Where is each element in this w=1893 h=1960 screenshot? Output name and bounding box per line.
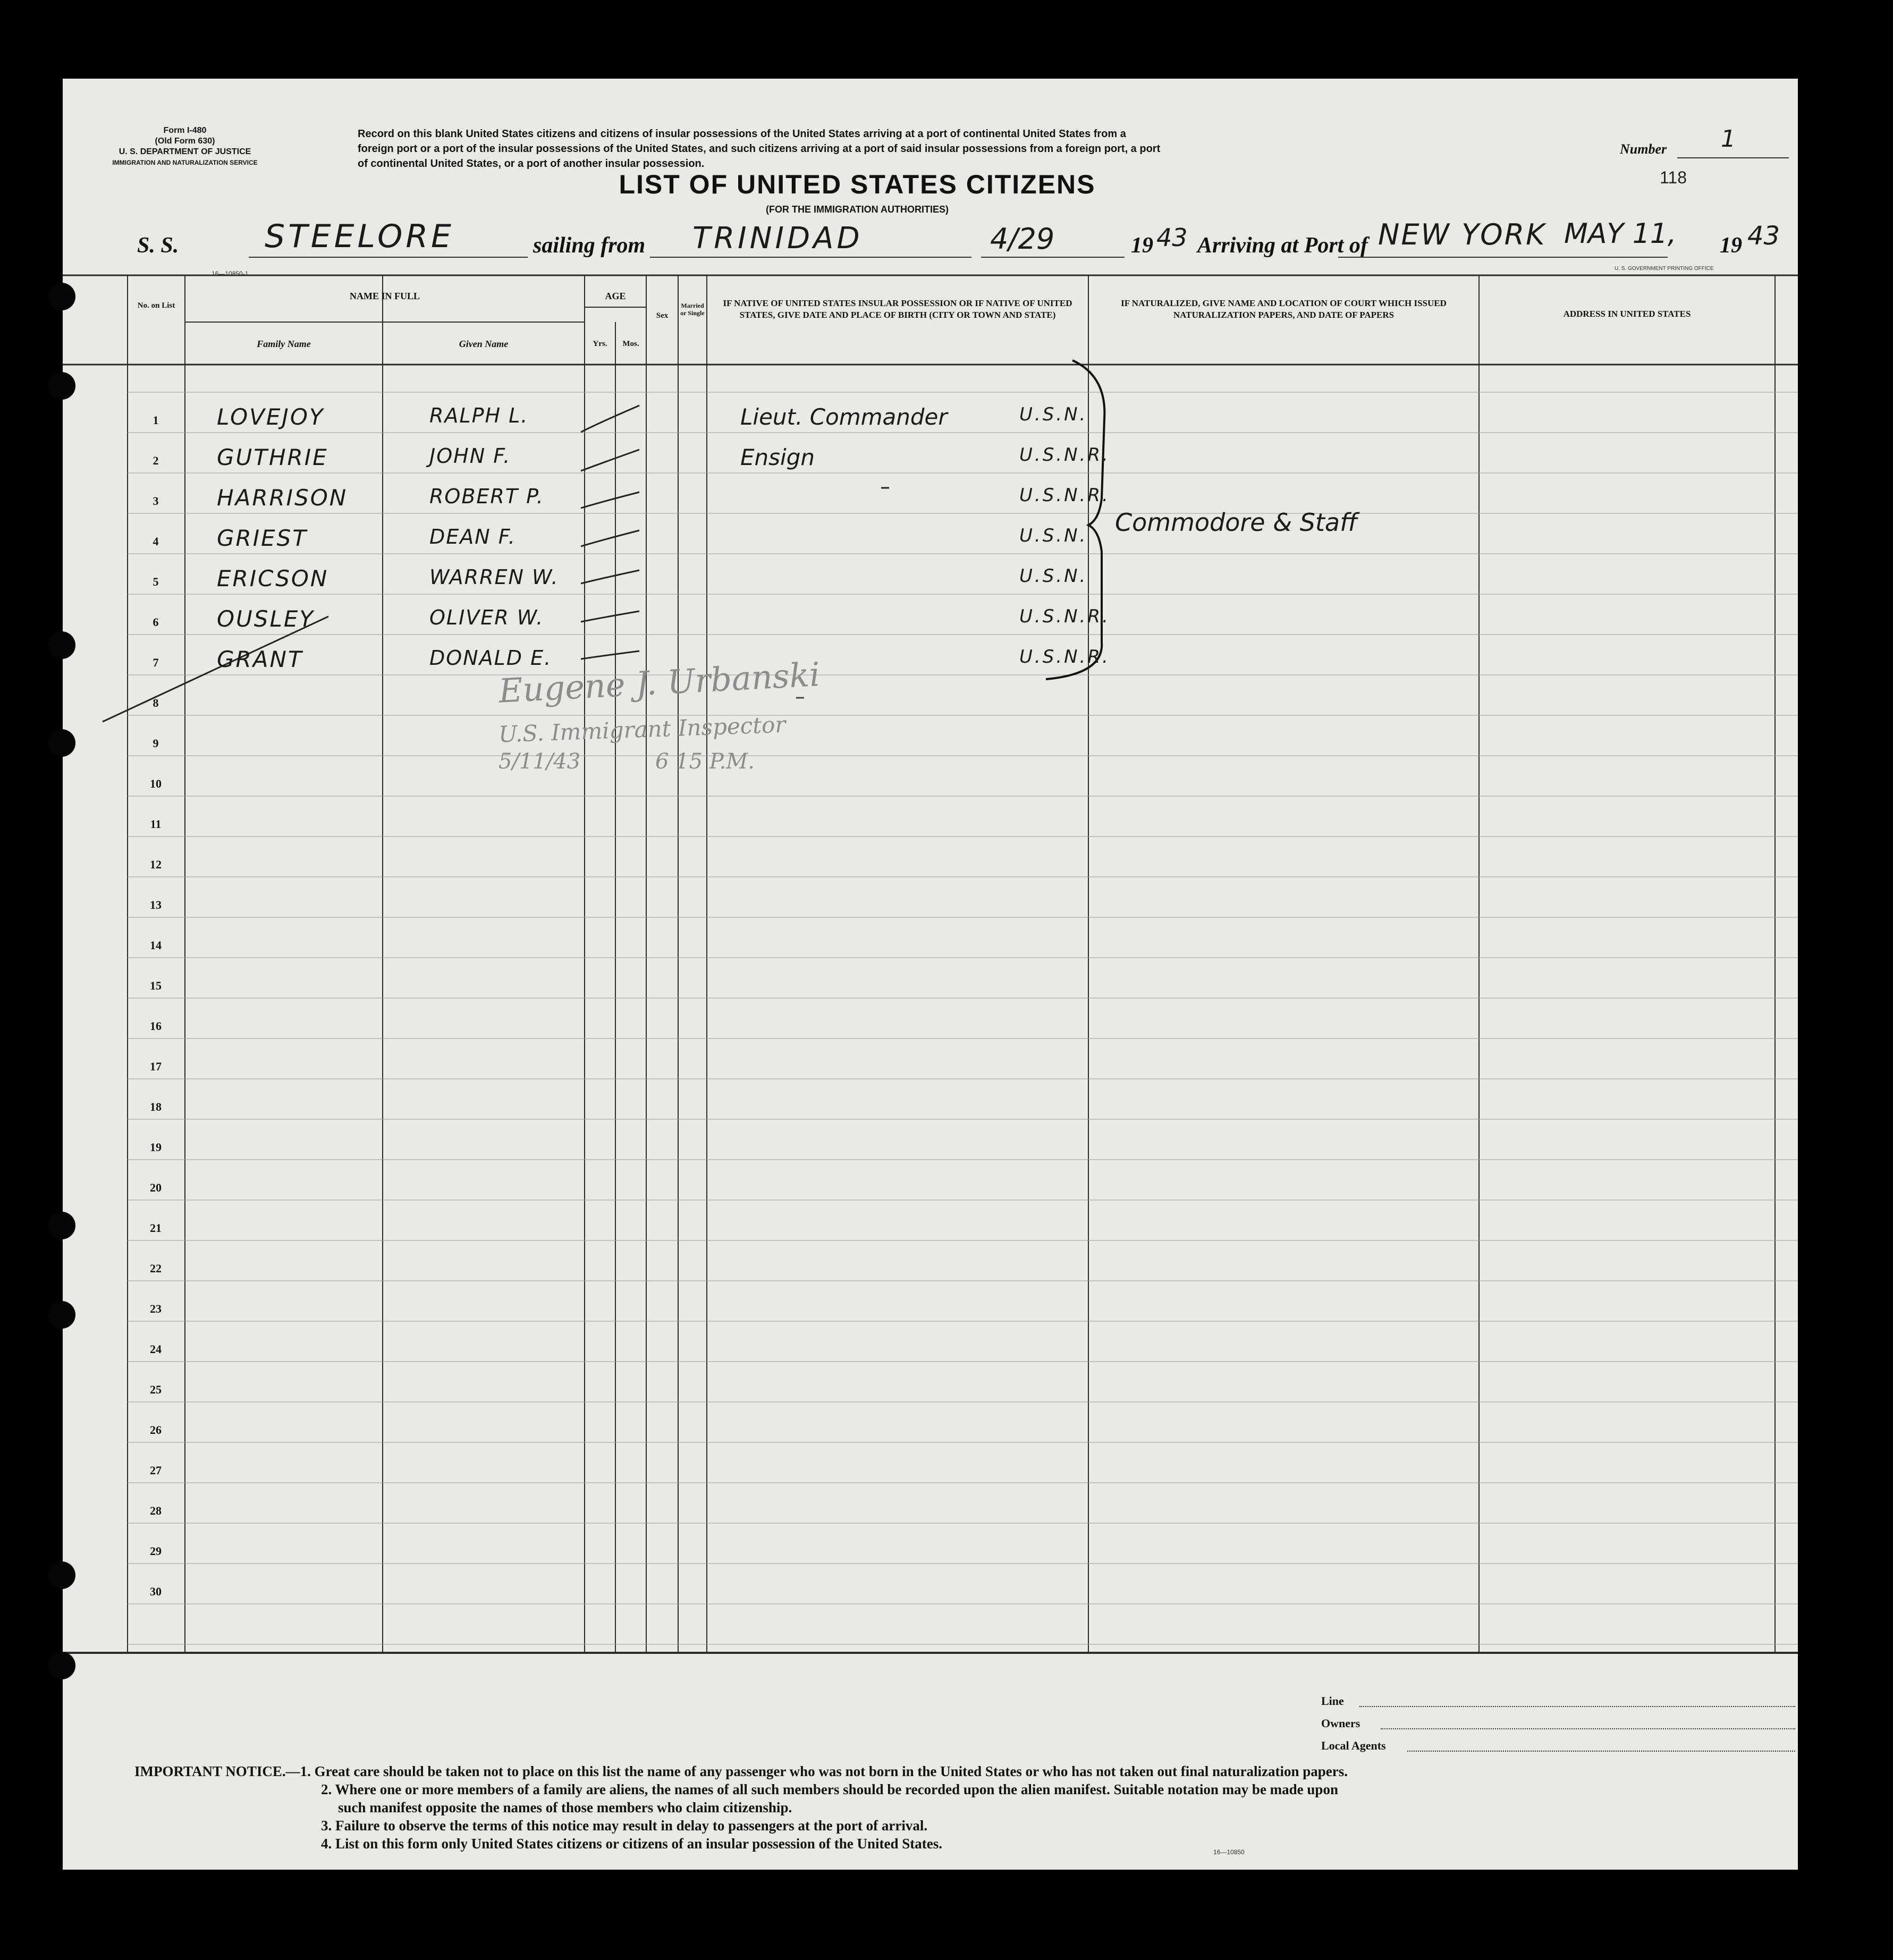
manifest-page [63,79,1798,1870]
agents-signature-field [1407,1751,1795,1752]
row-number: 29 [150,1544,162,1558]
ship-name: STEELORE [265,218,454,255]
col-header-given-name: Given Name [459,339,509,349]
binder-hole [48,372,75,400]
binder-hole [48,631,75,659]
row-number: 17 [150,1060,162,1073]
row-number: 3 [153,494,159,508]
col-header-family-name: Family Name [257,339,311,349]
passenger-row [63,646,1798,678]
form-number: Form I-480 [163,126,207,135]
row-number: 9 [153,737,159,750]
year2-suffix: 43 [1747,221,1780,251]
row-number: 22 [150,1262,162,1275]
service-branch: U.S.N.R. [1019,485,1110,506]
passenger-row [63,565,1798,597]
passenger-row [63,485,1798,517]
given-name: RALPH L. [429,404,529,427]
number-label: Number [1620,141,1667,157]
row-number: 19 [150,1140,162,1154]
departure-port: TRINIDAD [692,221,863,256]
family-name: ERICSON [217,565,329,592]
row-number: 2 [153,454,159,467]
col-header-married: Married or Single [680,302,705,317]
page-subtitle: (FOR THE IMMIGRATION AUTHORITIES) [766,204,949,215]
important-notice [134,1762,1782,1853]
record-line-3: of continental United States, or a port of another insular possession. [358,158,705,170]
family-name: HARRISON [217,485,348,511]
row-number: 18 [150,1100,162,1113]
row-number: 12 [150,858,162,871]
notice-heading: IMPORTANT NOTICE.—1. [134,1763,311,1779]
passenger-row [63,525,1798,557]
row-number: 13 [150,898,162,911]
number-value: 1 [1721,125,1736,153]
owners-signature-field [1381,1728,1795,1729]
row-number: 7 [153,656,159,669]
notice-item-2a: 2. Where one or more members of a family are aliens, the names of all such members should be recorded upon the alien manifest. Suitable notation may be made upon [321,1781,1338,1797]
arrival-date: MAY 11, [1564,218,1677,250]
given-name: DEAN F. [429,525,516,548]
service-branch: U.S.N.R. [1019,606,1110,627]
given-name: OLIVER W. [429,606,544,629]
stamp-number: 118 [1660,168,1687,187]
row-number: 6 [153,615,159,629]
col-header-name-in-full: NAME IN FULL [349,291,420,301]
binder-hole [48,729,75,757]
family-name: GUTHRIE [217,444,328,470]
inspection-time: 6 15 P.M. [655,749,755,774]
notice-item-3: 3. Failure to observe the terms of this notice may result in delay to passengers at the port of arrival. [321,1818,928,1834]
year-prefix: 19 [1131,233,1153,258]
row-number: 14 [150,939,162,952]
sailing-from-label: sailing from [533,233,646,258]
service-branch: U.S.N. [1019,525,1088,546]
family-name: GRANT [217,646,303,672]
line-signature-field [1359,1706,1795,1707]
family-name: LOVEJOY [217,404,325,430]
passenger-row [63,444,1798,476]
row-number: 24 [150,1342,162,1356]
inspector-signature: Eugene J. Urbanski [497,655,821,711]
agents-label: Local Agents [1321,1739,1386,1752]
year2-prefix: 19 [1720,233,1742,258]
print-code: 16—10850-1 [212,270,249,277]
row-number: 25 [150,1383,162,1396]
ss-label: S. S. [137,233,179,258]
record-line-1: Record on this blank United States citizens and citizens of insular possessions of the United States arriving at a port of continental United States from a [358,128,1126,140]
col-header-yrs: Yrs. [593,340,607,348]
col-header-no: No. on List [137,301,175,310]
sailing-date: 4/29 [990,222,1055,256]
notice-item-1: Great care should be taken not to place on this list the name of any passenger who was not born in the United States or who has not taken out final naturalization papers. [314,1763,1348,1779]
binder-hole [48,1652,75,1679]
passenger-row [63,606,1798,638]
record-line-2: foreign port or a port of the insular possessions of the United States, and such citizens arriving at a port of said insular possessions from a foreign port, a port [358,143,1161,155]
family-name: OUSLEY [217,606,315,632]
department-name: U. S. DEPARTMENT OF JUSTICE [119,147,251,156]
arrival-port: NEW YORK [1378,218,1546,251]
col-header-native: IF NATIVE OF UNITED STATES INSULAR POSSESSION OR IF NATIVE OF UNITED STATES, GIVE DATE AND PLACE OF BIRTH (CITY OR TOWN AND STATE) [723,298,1072,320]
notice-item-4: 4. List on this form only United States citizens or citizens of an insular possession of the United States. [321,1836,943,1852]
binder-hole [48,1561,75,1589]
footer-code: 16—10850 [1213,1848,1245,1856]
binder-hole [48,1212,75,1239]
binder-hole [48,1301,75,1329]
owners-label: Owners [1321,1717,1360,1730]
service-branch: U.S.N.R. [1019,444,1110,466]
row-number: 30 [150,1585,162,1598]
col-header-age: AGE [605,291,626,301]
inspection-date: 5/11/43 [498,749,581,774]
binder-hole [48,283,75,310]
old-form-number: (Old Form 630) [155,137,215,146]
passenger-row [63,404,1798,436]
given-name: DONALD E. [429,646,552,670]
col-header-mos: Mos. [622,340,639,348]
service-branch: U.S.N.R. [1019,646,1110,668]
col-header-sex: Sex [656,311,669,320]
row-number: 15 [150,979,162,992]
rank-text: Lieut. Commander [740,404,948,430]
inspector-title: U.S. Immigrant Inspector [498,711,787,748]
given-name: ROBERT P. [429,485,544,508]
group-note: Commodore & Staff [1115,508,1358,537]
row-number: 16 [150,1019,162,1033]
row-number: 20 [150,1181,162,1194]
row-number: 1 [153,413,159,427]
service-branch: U.S.N. [1019,565,1088,587]
rank-text: Ensign [740,444,815,470]
row-number: 5 [153,575,159,588]
given-name: WARREN W. [429,565,559,589]
year-suffix: 43 [1156,223,1188,252]
row-number: 28 [150,1504,162,1517]
row-number: 21 [150,1221,162,1235]
line-label: Line [1321,1694,1344,1708]
gpo-imprint: U. S. GOVERNMENT PRINTING OFFICE [1615,266,1714,272]
row-number: 26 [150,1423,162,1437]
col-header-address: ADDRESS IN UNITED STATES [1563,309,1691,319]
row-number: 10 [150,777,162,790]
row-number: 27 [150,1464,162,1477]
arriving-label: Arriving at Port of [1197,233,1368,258]
given-name: JOHN F. [429,444,511,468]
service-name: IMMIGRATION AND NATURALIZATION SERVICE [112,159,258,166]
row-number: 8 [153,696,159,709]
service-branch: U.S.N. [1019,404,1088,425]
row-number: 23 [150,1302,162,1315]
family-name: GRIEST [217,525,308,551]
col-header-naturalized: IF NATURALIZED, GIVE NAME AND LOCATION OF COURT WHICH ISSUED NATURALIZATION PAPERS, AND DATE OF PAPERS [1121,298,1447,320]
page-title: LIST OF UNITED STATES CITIZENS [619,170,1096,199]
row-number: 4 [153,535,159,548]
row-number: 11 [150,817,162,831]
notice-item-2b: such manifest opposite the names of those members who claim citizenship. [338,1800,792,1815]
